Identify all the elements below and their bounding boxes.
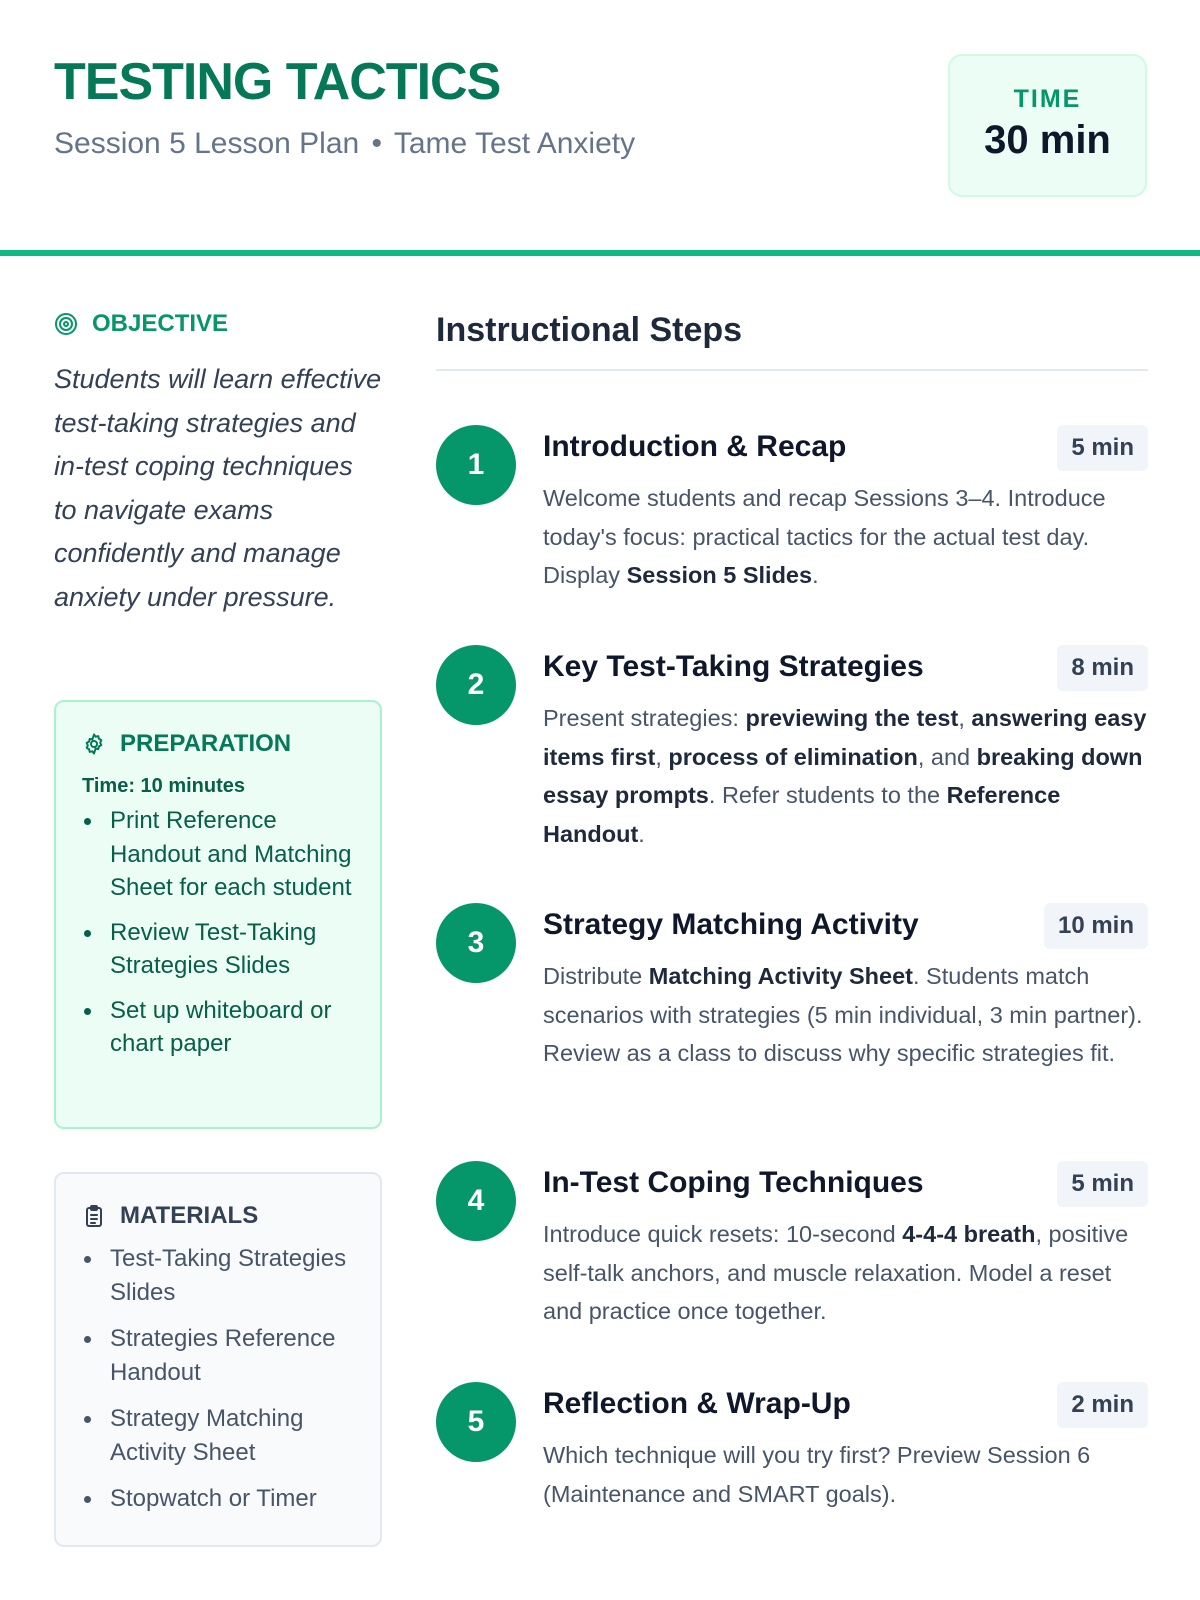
- header: [0, 0, 1200, 256]
- emphasis-text: Reference Handout: [543, 782, 1061, 847]
- gear-icon: [82, 732, 106, 756]
- time-label: TIME: [1013, 85, 1082, 113]
- preparation-heading: [82, 728, 354, 760]
- list-item: Stopwatch or Timer: [82, 1482, 354, 1516]
- emphasis-text: Session 5 Slides: [626, 562, 813, 588]
- materials-list: [82, 1242, 354, 1516]
- list-item: Set up whiteboard or chart paper: [82, 994, 354, 1061]
- list-item: Test-Taking Strategies Slides: [82, 1242, 354, 1309]
- time-value: 30 min: [984, 118, 1111, 162]
- step-body: [543, 903, 1148, 1073]
- page-subtitle: [54, 124, 635, 164]
- step-description: Welcome students and recap Sessions 3–4. Introduce today's focus: practical tactics for the actual test day. Display Session 5 Slides.: [543, 485, 1106, 588]
- emphasis-text: breaking down essay prompts: [543, 743, 1143, 808]
- step-description: Present strategies: previewing the test, answering easy items first, process of elimination, and breaking down essay prompts. Refer students to the Reference Handout.: [543, 705, 1147, 847]
- objective-heading-label: OBJECTIVE: [92, 310, 229, 337]
- target-icon: [54, 312, 78, 336]
- preparation-time: Time: 10 minutes: [82, 775, 246, 797]
- subtitle-session: Session 5 Lesson Plan: [54, 127, 360, 160]
- materials-heading-label: MATERIALS: [120, 1202, 259, 1229]
- step-body: [543, 645, 1148, 853]
- materials-card: [54, 1172, 382, 1547]
- time-box: [948, 54, 1147, 197]
- steps-heading: Instructional Steps: [436, 308, 1148, 371]
- preparation-heading-label: PREPARATION: [120, 730, 292, 757]
- step-duration-badge: 10 min: [1044, 903, 1148, 949]
- step-number: 2: [436, 645, 516, 725]
- list-item: Strategy Matching Activity Sheet: [82, 1402, 354, 1469]
- step-duration-badge: 5 min: [1057, 425, 1148, 471]
- step-body: [543, 1161, 1148, 1331]
- step-title: Strategy Matching Activity: [543, 908, 919, 941]
- emphasis-text: Matching Activity Sheet: [648, 963, 913, 989]
- step-body: [543, 1382, 1148, 1513]
- emphasis-text: process of elimination: [668, 743, 918, 770]
- step-number: 5: [436, 1382, 516, 1462]
- step-duration-badge: 8 min: [1057, 645, 1148, 691]
- step-header: [543, 903, 1148, 949]
- emphasis-text: 4-4-4 breath: [902, 1221, 1036, 1247]
- page-title: TESTING TACTICS: [54, 53, 501, 111]
- step-header: [543, 425, 1148, 471]
- step-number: 3: [436, 903, 516, 983]
- objective-text: Students will learn effective test-taking strategies and in-test coping techniques to navigate exams confidently and manage anxiety under pressure.: [54, 364, 382, 612]
- step-header: [543, 1382, 1148, 1428]
- preparation-list: [82, 804, 354, 1061]
- step-title: Reflection & Wrap-Up: [543, 1387, 851, 1420]
- step-description: Which technique will you try first? Preview Session 6 (Maintenance and SMART goals).: [543, 1442, 1091, 1507]
- left-column: [54, 308, 382, 1512]
- step-header: [543, 645, 1148, 691]
- subtitle-separator: •: [371, 127, 383, 160]
- step-title: Key Test-Taking Strategies: [543, 650, 924, 683]
- objective-heading: [54, 308, 382, 340]
- step-number: 4: [436, 1161, 516, 1241]
- materials-heading: [82, 1200, 354, 1232]
- list-item: Strategies Reference Handout: [82, 1322, 354, 1389]
- step-body: [543, 425, 1148, 595]
- clipboard-icon: [82, 1204, 106, 1228]
- instructional-steps-section: [436, 308, 1148, 1507]
- step-number: 1: [436, 425, 516, 505]
- step-duration-badge: 2 min: [1057, 1382, 1148, 1428]
- step-header: [543, 1161, 1148, 1207]
- step-title: In-Test Coping Techniques: [543, 1166, 924, 1199]
- preparation-card: [54, 700, 382, 1129]
- step-title: Introduction & Recap: [543, 430, 847, 463]
- emphasis-text: previewing the test: [745, 705, 959, 731]
- list-item: Review Test-Taking Strategies Slides: [82, 916, 354, 983]
- emphasis-text: answering easy items first: [543, 705, 1147, 770]
- subtitle-topic: Tame Test Anxiety: [393, 127, 636, 160]
- step-description: Introduce quick resets: 10-second 4-4-4 breath, positive self-talk anchors, and muscle relaxation. Model a reset and practice once together.: [543, 1221, 1129, 1324]
- list-item: Print Reference Handout and Matching Sheet for each student: [82, 804, 354, 905]
- step-description: Distribute Matching Activity Sheet. Students match scenarios with strategies (5 min individual, 3 min partner). Review as a class to discuss why specific strategies fit.: [543, 963, 1143, 1066]
- step-duration-badge: 5 min: [1057, 1161, 1148, 1207]
